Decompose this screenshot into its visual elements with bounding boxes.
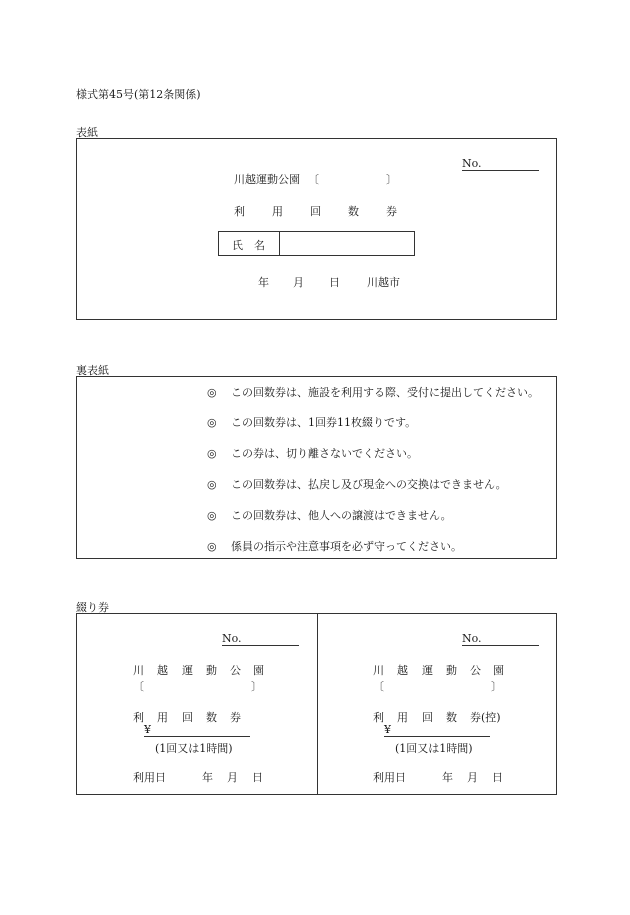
left-title-char-1: 利: [133, 711, 144, 724]
left-bracket-open: 〔: [133, 680, 144, 693]
cover-ticket-title-3: 回: [310, 205, 321, 218]
left-park-char-5: 公: [230, 664, 241, 677]
right-title-char-3: 回: [422, 711, 433, 724]
note-text: この回数券は、1回券11枚綴りです。: [231, 416, 417, 429]
left-title-char-4: 数: [206, 711, 217, 724]
note-item: [207, 538, 462, 554]
left-price-field: [144, 723, 250, 737]
note-item: [207, 414, 416, 430]
cover-section-label: 表紙: [76, 126, 98, 139]
note-item: [207, 384, 539, 400]
left-no-field: [222, 632, 299, 646]
cover-issuer: 川越市: [367, 276, 400, 289]
cover-ticket-title-2: 用: [272, 205, 283, 218]
cover-no-field: [462, 157, 539, 171]
cover-bracket-open: 〔: [308, 173, 319, 186]
note-text: この回数券は、他人への譲渡はできません。: [231, 509, 452, 522]
left-title-char-2: 用: [157, 711, 168, 724]
right-title-last: 券(控): [470, 711, 501, 724]
cover-date-month: 月: [293, 276, 304, 289]
right-title-char-4: 数: [446, 711, 457, 724]
left-use-note: (1回又は1時間): [155, 742, 233, 755]
note-mark: ◎: [207, 478, 217, 491]
stub-divider: [317, 614, 318, 794]
note-mark: ◎: [207, 386, 217, 399]
note-item: [207, 476, 507, 492]
note-text: 係員の指示や注意事項を必ず守ってください。: [231, 540, 462, 553]
left-no-label: No.: [222, 632, 242, 645]
cover-box: [76, 138, 557, 320]
note-text: この券は、切り離さないでください。: [231, 447, 418, 460]
cover-park-name: 川越運動公園: [234, 173, 300, 186]
name-field-box: [218, 231, 415, 256]
right-park-char-3: 運: [422, 664, 433, 677]
right-bracket-close: 〕: [491, 680, 502, 693]
note-mark: ◎: [207, 447, 217, 460]
note-item: [207, 507, 452, 523]
left-use-date-label: 利用日: [133, 771, 166, 784]
cover-no-label: No.: [462, 157, 482, 170]
left-park-char-6: 園: [253, 664, 264, 677]
cover-date-day: 日: [329, 276, 340, 289]
right-no-label: No.: [462, 632, 482, 645]
left-park-char-4: 動: [206, 664, 217, 677]
left-park-char-1: 川: [133, 664, 144, 677]
note-mark: ◎: [207, 540, 217, 553]
left-park-char-3: 運: [182, 664, 193, 677]
left-date-month: 月: [227, 771, 238, 784]
left-date-year: 年: [202, 771, 213, 784]
back-section-label: 裏表紙: [76, 364, 109, 377]
cover-date-year: 年: [258, 276, 269, 289]
cover-ticket-title-5: 券: [386, 205, 397, 218]
right-title-char-2: 用: [397, 711, 408, 724]
right-title-char-1: 利: [373, 711, 384, 724]
note-mark: ◎: [207, 509, 217, 522]
right-park-char-2: 越: [397, 664, 408, 677]
right-use-date-label: 利用日: [373, 771, 406, 784]
note-item: [207, 445, 418, 461]
left-park-char-2: 越: [157, 664, 168, 677]
right-price-field: [384, 723, 490, 737]
left-title-char-3: 回: [182, 711, 193, 724]
right-park-char-4: 動: [446, 664, 457, 677]
right-date-year: 年: [442, 771, 453, 784]
right-date-month: 月: [467, 771, 478, 784]
right-park-char-6: 園: [493, 664, 504, 677]
right-no-field: [462, 632, 539, 646]
right-date-day: 日: [492, 771, 503, 784]
right-park-char-1: 川: [373, 664, 384, 677]
right-bracket-open: 〔: [373, 680, 384, 693]
left-date-day: 日: [252, 771, 263, 784]
note-text: この回数券は、払戻し及び現金への交換はできません。: [231, 478, 507, 491]
cover-ticket-title-1: 利: [234, 205, 245, 218]
name-label: 氏 名: [232, 239, 265, 252]
cover-bracket-close: 〕: [386, 173, 397, 186]
form-title: 様式第45号(第12条関係): [76, 88, 201, 101]
left-yen: ¥: [144, 723, 151, 736]
stub-box: [76, 613, 557, 795]
left-bracket-close: 〕: [251, 680, 262, 693]
left-title-char-5: 券: [230, 711, 241, 724]
right-use-note: (1回又は1時間): [395, 742, 473, 755]
stub-section-label: 綴り券: [76, 601, 109, 614]
note-text: この回数券は、施設を利用する際、受付に提出してください。: [231, 386, 539, 399]
back-cover-box: [76, 376, 557, 559]
right-park-char-5: 公: [470, 664, 481, 677]
cover-ticket-title-4: 数: [348, 205, 359, 218]
name-divider: [279, 232, 280, 255]
right-yen: ¥: [384, 723, 391, 736]
note-mark: ◎: [207, 416, 217, 429]
